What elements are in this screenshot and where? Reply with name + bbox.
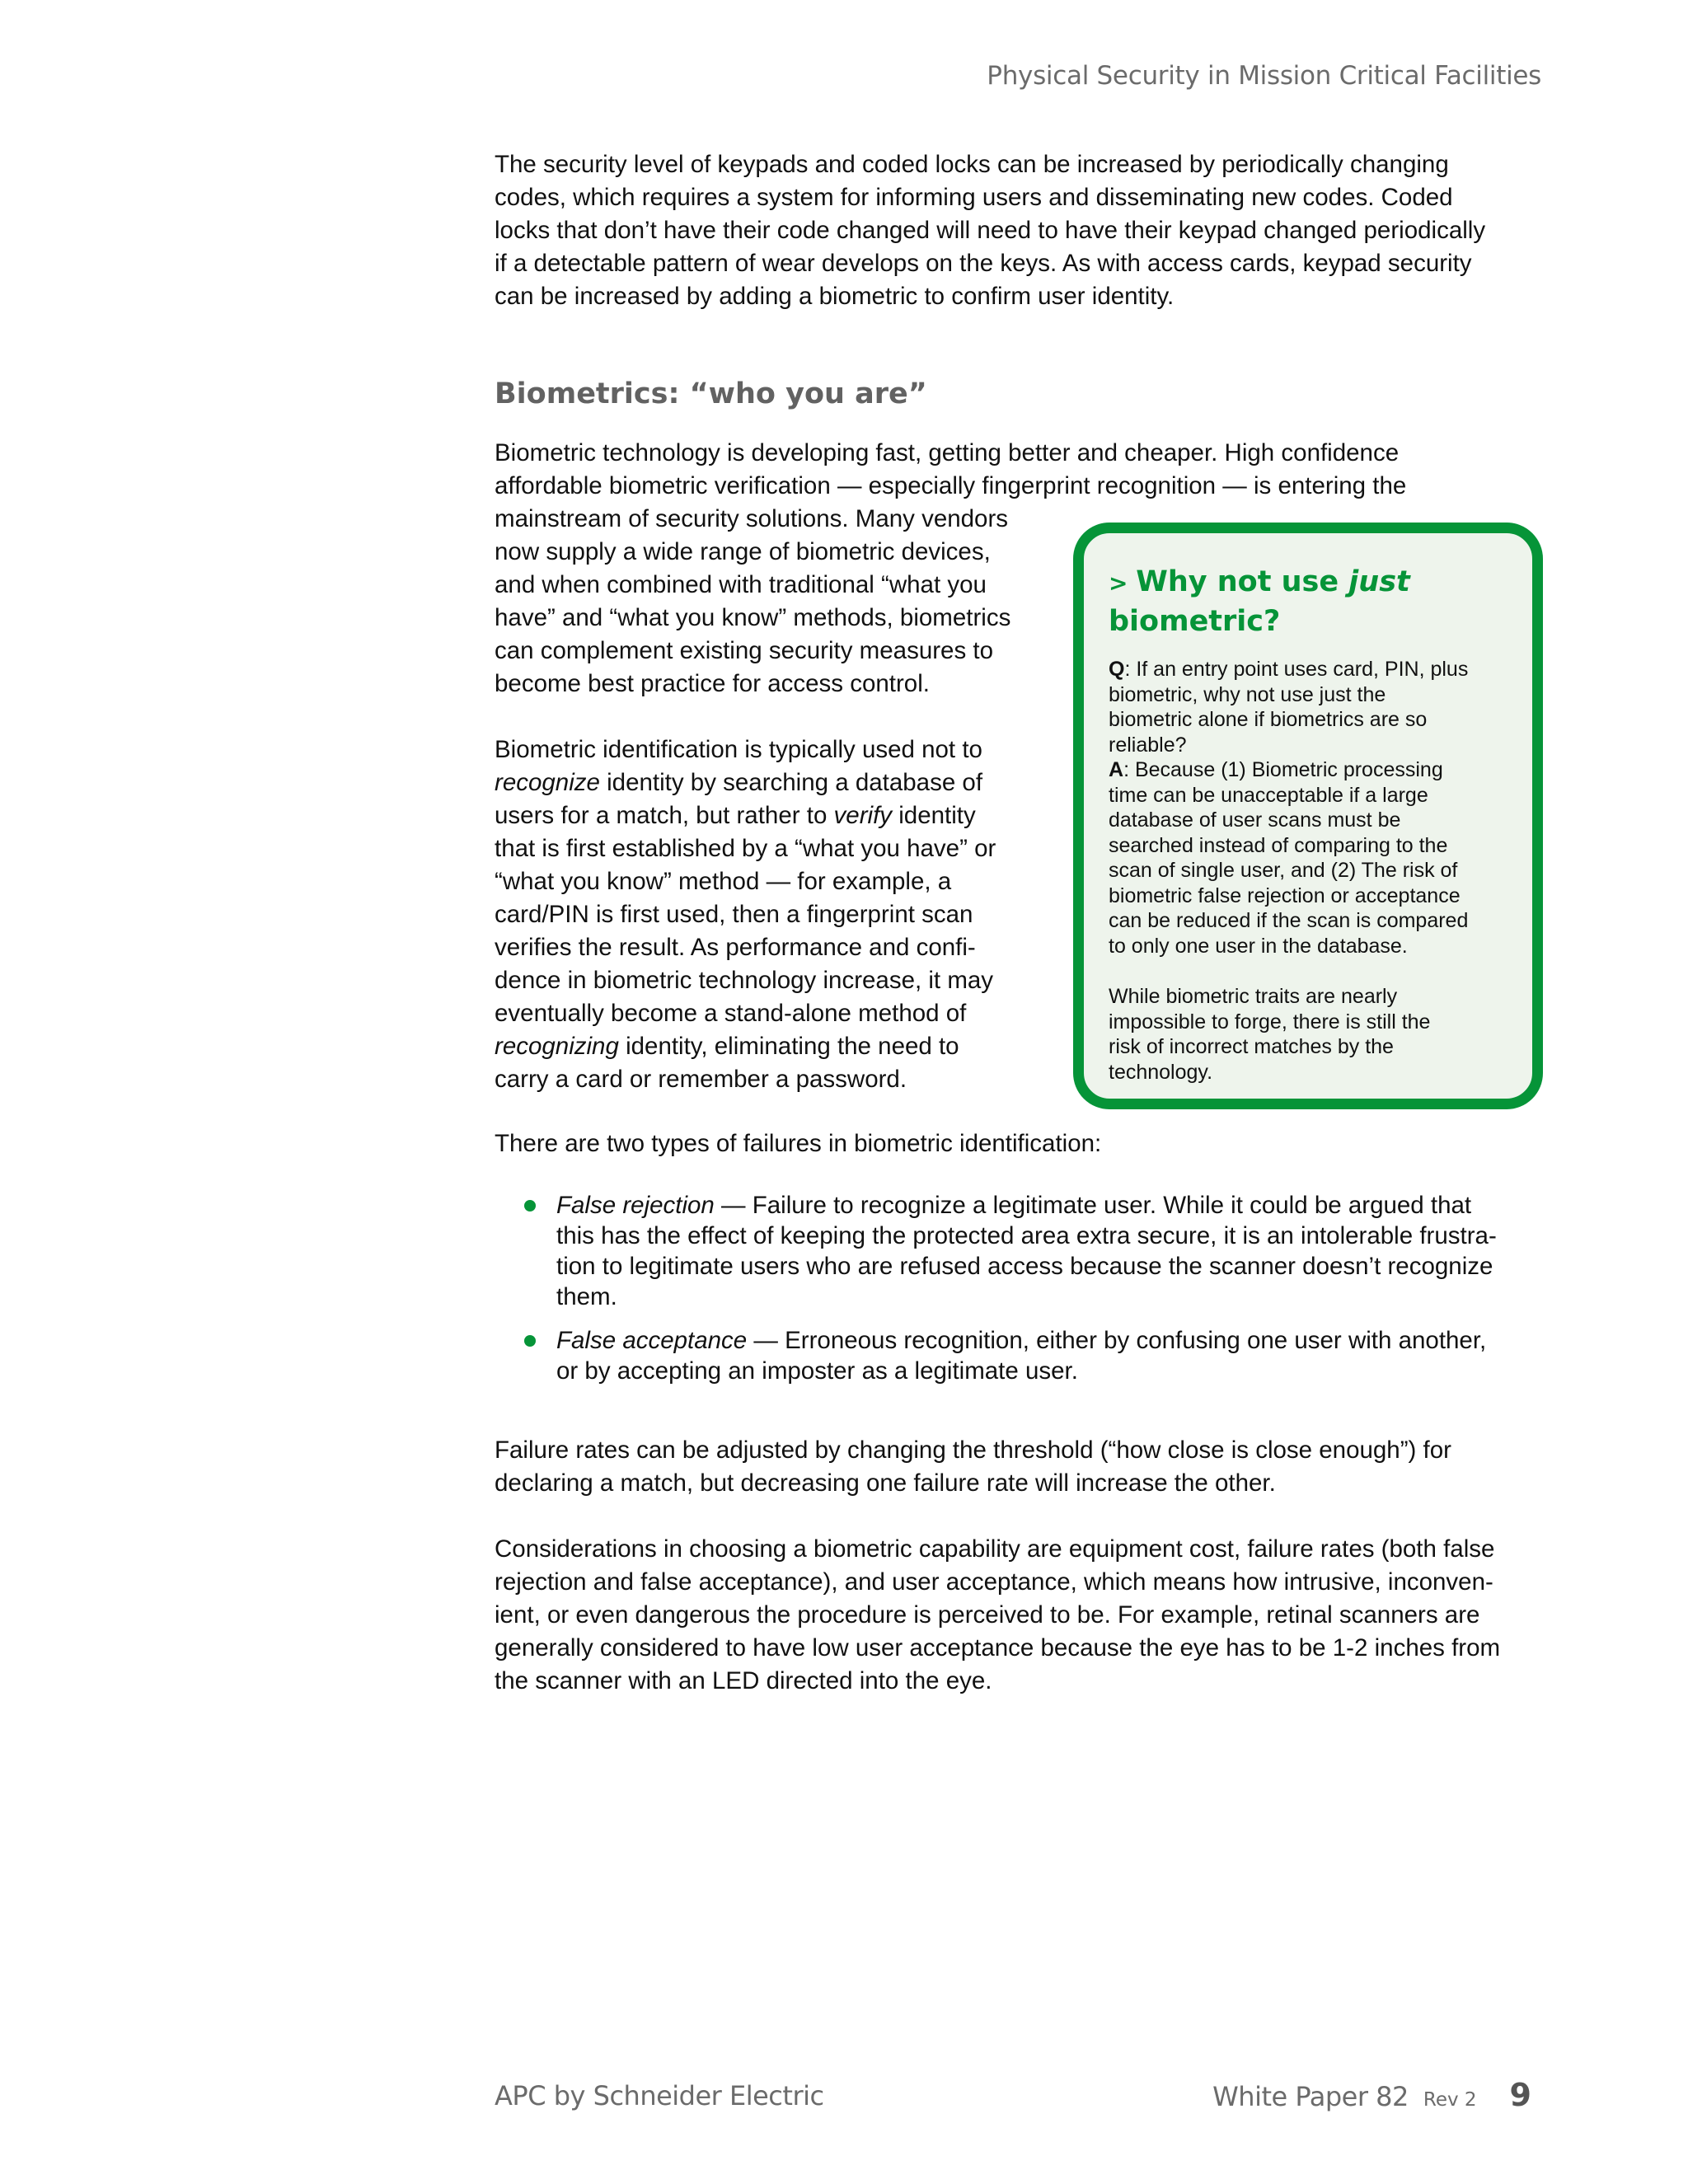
text-line: codes, which requires a system for informing users and disseminating new codes. Coded <box>495 184 1453 211</box>
text-line: identity, eliminating the need to <box>618 1033 959 1060</box>
text-line: can be increased by adding a biometric to confirm user identity. <box>495 283 1175 310</box>
failure-types-list <box>495 1190 1558 1399</box>
section-heading: Biometrics: “who you are” <box>495 377 927 410</box>
text-line: biometric false rejection or acceptance <box>1109 883 1461 907</box>
text-line: if a detectable pattern of wear develops on the keys. As with access cards, keypad security <box>495 250 1472 277</box>
sidebar-note <box>1109 984 1507 1085</box>
term-false-acceptance: False acceptance <box>556 1327 748 1354</box>
footer-company: APC by Schneider Electric <box>495 2080 824 2111</box>
text-line: affordable biometric verification — especially fingerprint recognition — is entering the <box>495 472 1407 499</box>
sidebar-title-text: biometric? <box>1109 605 1281 638</box>
a-label: A <box>1109 758 1124 781</box>
text-line: : If an entry point uses card, PIN, plus <box>1124 658 1469 681</box>
footer-doc-info <box>1212 2077 1531 2113</box>
text-line: users for a match, but rather to <box>495 802 834 829</box>
text-line: or by accepting an imposter as a legitimate user. <box>556 1357 1078 1385</box>
text-line: become best practice for access control. <box>495 670 930 697</box>
sidebar-title <box>1109 563 1507 640</box>
text-line: Considerations in choosing a biometric capability are equipment cost, failure rates (both false <box>495 1535 1495 1563</box>
text-line: that is first established by a “what you have” or <box>495 835 996 862</box>
bullet-icon <box>524 1200 536 1212</box>
text-line: technology. <box>1109 1060 1213 1084</box>
considerations-paragraph <box>495 1533 1558 1698</box>
text-line: — Failure to recognize a legitimate user. While it could be argued that <box>714 1192 1472 1219</box>
text-line: identity <box>892 802 976 829</box>
text-line: While biometric traits are nearly <box>1109 985 1398 1008</box>
text-line: eventually become a stand-alone method of <box>495 1000 967 1027</box>
text-line: dence in biometric technology increase, it may <box>495 967 994 994</box>
list-item <box>495 1325 1558 1386</box>
text-line: can complement existing security measures to <box>495 637 994 664</box>
text-line: — Erroneous recognition, either by confusing one user with another, <box>747 1327 1487 1354</box>
text-line: locks that don’t have their code changed will need to have their keypad changed periodically <box>495 217 1486 244</box>
text-line: risk of incorrect matches by the <box>1109 1035 1394 1058</box>
q-label: Q <box>1109 658 1125 681</box>
text-line: time can be unacceptable if a large <box>1109 783 1428 807</box>
running-header: Physical Security in Mission Critical Facilities <box>987 61 1541 91</box>
text-line: card/PIN is first used, then a fingerprint scan <box>495 901 973 928</box>
threshold-paragraph <box>495 1434 1558 1500</box>
text-line: ient, or even dangerous the procedure is perceived to be. For example, retinal scanners are <box>495 1601 1480 1629</box>
text-line: the scanner with an LED directed into the eye. <box>495 1667 992 1694</box>
bullet-icon <box>524 1335 536 1347</box>
emphasis-verify: verify <box>833 802 893 829</box>
emphasis-recognizing: recognizing <box>495 1033 619 1060</box>
text-line: this has the effect of keeping the protected area extra secure, it is an intolerable frustra- <box>556 1222 1497 1249</box>
footer-revision: Rev 2 <box>1423 2089 1477 2111</box>
emphasis-recognize: recognize <box>495 769 600 796</box>
text-line: have” and “what you know” methods, biometrics <box>495 604 1011 631</box>
text-line: impossible to forge, there is still the <box>1109 1010 1431 1033</box>
text-line: carry a card or remember a password. <box>495 1066 907 1093</box>
text-line: them. <box>556 1283 617 1310</box>
text-line: rejection and false acceptance), and user acceptance, which means how intrusive, inconven- <box>495 1568 1493 1596</box>
term-false-rejection: False rejection <box>556 1192 715 1219</box>
footer-doc-title: White Paper 82 <box>1212 2081 1409 2112</box>
text-line: searched instead of comparing to the <box>1109 833 1448 857</box>
page-number: 9 <box>1509 2077 1531 2113</box>
text-line: biometric, why not use just the <box>1109 682 1386 706</box>
text-line: mainstream of security solutions. Many vendors <box>495 505 1009 532</box>
text-line: “what you know” method — for example, a <box>495 868 952 895</box>
text-line: Biometric technology is developing fast, getting better and cheaper. High confidence <box>495 439 1400 466</box>
text-line: to only one user in the database. <box>1109 934 1408 958</box>
text-line: The security level of keypads and coded locks can be increased by periodically changing <box>495 151 1449 178</box>
text-line: : Because (1) Biometric processing <box>1123 758 1443 781</box>
intro-paragraph <box>495 148 1558 313</box>
text-line: scan of single user, and (2) The risk of <box>1109 859 1458 882</box>
sidebar-question <box>1109 657 1507 958</box>
sidebar-callout <box>1073 523 1543 1109</box>
text-line: Biometric identification is typically used not to <box>495 736 982 763</box>
text-line: verifies the result. As performance and confi- <box>495 934 976 961</box>
text-line: declaring a match, but decreasing one failure rate will increase the other. <box>495 1469 1276 1497</box>
chevron-right-icon: > <box>1109 569 1137 597</box>
text-line: identity by searching a database of <box>599 769 983 796</box>
text-line: can be reduced if the scan is compared <box>1109 909 1469 932</box>
biometrics-paragraph-2 <box>495 733 1055 1096</box>
text-line: database of user scans must be <box>1109 808 1401 832</box>
text-line: and when combined with traditional “what you <box>495 571 987 598</box>
text-line: now supply a wide range of biometric devices, <box>495 538 991 565</box>
sidebar-title-text: Why not use <box>1136 565 1349 598</box>
failures-intro: There are two types of failures in biometric identification: <box>495 1130 1102 1157</box>
text-line: generally considered to have low user acceptance because the eye has to be 1-2 inches from <box>495 1634 1501 1661</box>
sidebar-title-emphasis: just <box>1348 565 1410 598</box>
text-line: Failure rates can be adjusted by changing the threshold (“how close is close enough”) for <box>495 1436 1451 1464</box>
text-line: reliable? <box>1109 733 1187 757</box>
text-line: tion to legitimate users who are refused access because the scanner doesn’t recognize <box>556 1253 1493 1280</box>
text-line: biometric alone if biometrics are so <box>1109 708 1428 731</box>
list-item <box>495 1190 1558 1312</box>
